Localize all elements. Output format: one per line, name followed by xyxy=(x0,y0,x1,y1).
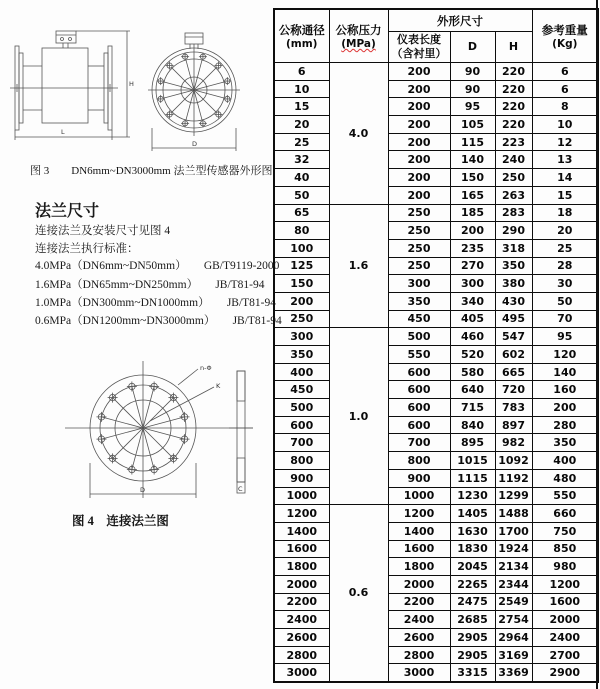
table-row xyxy=(274,646,598,664)
table-row xyxy=(274,116,598,134)
weight-cell: 280 xyxy=(532,416,598,434)
d-cell: 90 xyxy=(450,80,495,98)
dn-cell: 15 xyxy=(274,98,329,116)
table-row xyxy=(274,239,598,257)
standard-line: 0.6MPa（DN1200mm~DN3000mm） JB/T81-94 xyxy=(35,315,282,327)
h-cell: 1700 xyxy=(495,522,532,540)
h-cell: 2344 xyxy=(495,575,532,593)
length-cell: 2400 xyxy=(388,611,450,629)
length-cell: 2200 xyxy=(388,593,450,611)
d-cell: 200 xyxy=(450,222,495,240)
length-cell: 1400 xyxy=(388,522,450,540)
header-dn: 公称通径 (mm) xyxy=(274,9,329,63)
d-cell: 150 xyxy=(450,169,495,187)
h-cell: 602 xyxy=(495,346,532,364)
figure4-flange-drawing xyxy=(30,343,265,511)
weight-cell: 8 xyxy=(532,98,598,116)
weight-cell: 20 xyxy=(532,222,598,240)
dn-cell: 125 xyxy=(274,257,329,275)
dn-cell: 300 xyxy=(274,328,329,346)
d-cell: 1230 xyxy=(450,487,495,505)
d-cell: 895 xyxy=(450,434,495,452)
table-row xyxy=(274,346,598,364)
h-cell: 1192 xyxy=(495,469,532,487)
pressure-cell: 4.0 xyxy=(329,63,388,205)
figure3-sensor-drawing xyxy=(8,20,266,158)
dn-cell: 3000 xyxy=(274,664,329,682)
d-cell: 95 xyxy=(450,98,495,116)
table-row xyxy=(274,487,598,505)
length-cell: 3000 xyxy=(388,664,450,682)
table-row xyxy=(274,593,598,611)
weight-cell: 2400 xyxy=(532,629,598,647)
h-cell: 380 xyxy=(495,275,532,293)
dn-cell: 700 xyxy=(274,434,329,452)
d-cell: 2475 xyxy=(450,593,495,611)
length-cell: 200 xyxy=(388,133,450,151)
length-cell: 250 xyxy=(388,204,450,222)
h-cell: 982 xyxy=(495,434,532,452)
weight-cell: 12 xyxy=(532,133,598,151)
length-cell: 200 xyxy=(388,186,450,204)
dn-cell: 6 xyxy=(274,63,329,81)
length-cell: 200 xyxy=(388,98,450,116)
d-cell: 115 xyxy=(450,133,495,151)
table-row xyxy=(274,611,598,629)
dn-cell: 20 xyxy=(274,116,329,134)
length-cell: 250 xyxy=(388,257,450,275)
length-cell: 200 xyxy=(388,63,450,81)
d-cell: 300 xyxy=(450,275,495,293)
weight-cell: 18 xyxy=(532,204,598,222)
length-cell: 600 xyxy=(388,416,450,434)
dim-label-L: L xyxy=(61,128,65,136)
pressure-cell: 1.6 xyxy=(329,204,388,328)
d-cell: 185 xyxy=(450,204,495,222)
length-cell: 200 xyxy=(388,80,450,98)
h-cell: 1488 xyxy=(495,505,532,523)
dn-cell: 1600 xyxy=(274,540,329,558)
h-cell: 897 xyxy=(495,416,532,434)
weight-cell: 15 xyxy=(532,186,598,204)
weight-cell: 6 xyxy=(532,80,598,98)
d-cell: 405 xyxy=(450,310,495,328)
d-cell: 1830 xyxy=(450,540,495,558)
d-cell: 2905 xyxy=(450,629,495,647)
dn-cell: 350 xyxy=(274,346,329,364)
table-row xyxy=(274,452,598,470)
d-cell: 270 xyxy=(450,257,495,275)
length-cell: 450 xyxy=(388,310,450,328)
h-cell: 2549 xyxy=(495,593,532,611)
d-cell: 640 xyxy=(450,381,495,399)
d-cell: 235 xyxy=(450,239,495,257)
d-cell: 460 xyxy=(450,328,495,346)
weight-cell: 980 xyxy=(532,558,598,576)
table-row xyxy=(274,575,598,593)
length-cell: 600 xyxy=(388,363,450,381)
table-row xyxy=(274,328,598,346)
h-cell: 2964 xyxy=(495,629,532,647)
d-cell: 2685 xyxy=(450,611,495,629)
label-K: K xyxy=(216,382,221,390)
h-cell: 1092 xyxy=(495,452,532,470)
table-row xyxy=(274,80,598,98)
weight-cell: 850 xyxy=(532,540,598,558)
h-cell: 220 xyxy=(495,98,532,116)
weight-cell: 400 xyxy=(532,452,598,470)
weight-cell: 660 xyxy=(532,505,598,523)
h-cell: 350 xyxy=(495,257,532,275)
d-cell: 2045 xyxy=(450,558,495,576)
dn-cell: 600 xyxy=(274,416,329,434)
figure4-caption: 图 4 连接法兰图 xyxy=(72,514,169,528)
weight-cell: 350 xyxy=(532,434,598,452)
weight-cell: 480 xyxy=(532,469,598,487)
length-cell: 1000 xyxy=(388,487,450,505)
table-row xyxy=(274,558,598,576)
dn-cell: 200 xyxy=(274,292,329,310)
dn-cell: 2800 xyxy=(274,646,329,664)
weight-cell: 13 xyxy=(532,151,598,169)
length-cell: 1600 xyxy=(388,540,450,558)
weight-cell: 750 xyxy=(532,522,598,540)
label-n-phi: n-Φ xyxy=(200,364,212,372)
d-cell: 140 xyxy=(450,151,495,169)
dn-cell: 2600 xyxy=(274,629,329,647)
length-cell: 300 xyxy=(388,275,450,293)
dn-cell: 1000 xyxy=(274,487,329,505)
flange-size-heading: 法兰尺寸 xyxy=(35,203,100,220)
weight-cell: 200 xyxy=(532,399,598,417)
standard-line: 4.0MPa（DN6mm~DN50mm） GB/T9119-2000 xyxy=(35,260,280,272)
dn-cell: 10 xyxy=(274,80,329,98)
d-cell: 90 xyxy=(450,63,495,81)
flange-spec-table xyxy=(273,8,599,683)
weight-cell: 30 xyxy=(532,275,598,293)
d-cell: 1630 xyxy=(450,522,495,540)
dn-cell: 450 xyxy=(274,381,329,399)
dn-cell: 2400 xyxy=(274,611,329,629)
weight-cell: 1600 xyxy=(532,593,598,611)
dim-label-H: H xyxy=(129,80,134,88)
h-cell: 263 xyxy=(495,186,532,204)
length-cell: 800 xyxy=(388,452,450,470)
flange-text-line1: 连接法兰及安装尺寸见图 4 xyxy=(35,225,171,237)
dn-cell: 100 xyxy=(274,239,329,257)
dn-cell: 32 xyxy=(274,151,329,169)
table-row xyxy=(274,469,598,487)
pressure-cell: 1.0 xyxy=(329,328,388,505)
h-cell: 250 xyxy=(495,169,532,187)
h-cell: 1924 xyxy=(495,540,532,558)
d-cell: 3315 xyxy=(450,664,495,682)
table-row xyxy=(274,399,598,417)
length-cell: 1200 xyxy=(388,505,450,523)
table-row xyxy=(274,416,598,434)
length-cell: 200 xyxy=(388,116,450,134)
header-D: D xyxy=(450,32,495,63)
weight-cell: 2900 xyxy=(532,664,598,682)
table-row xyxy=(274,310,598,328)
h-cell: 495 xyxy=(495,310,532,328)
header-meter-length: 仪表长度 （含衬里） xyxy=(388,32,450,63)
length-cell: 200 xyxy=(388,169,450,187)
d-cell: 1115 xyxy=(450,469,495,487)
h-cell: 290 xyxy=(495,222,532,240)
weight-cell: 550 xyxy=(532,487,598,505)
dn-cell: 2000 xyxy=(274,575,329,593)
dn-cell: 1400 xyxy=(274,522,329,540)
table-row xyxy=(274,186,598,204)
table-row xyxy=(274,505,598,523)
dim-label-C: C xyxy=(238,485,243,493)
header-pressure: 公称压力 (MPa) xyxy=(329,9,388,63)
table-row xyxy=(274,133,598,151)
h-cell: 2754 xyxy=(495,611,532,629)
d-cell: 840 xyxy=(450,416,495,434)
weight-cell: 140 xyxy=(532,363,598,381)
dn-cell: 900 xyxy=(274,469,329,487)
weight-cell: 160 xyxy=(532,381,598,399)
h-cell: 220 xyxy=(495,116,532,134)
weight-cell: 70 xyxy=(532,310,598,328)
figure3-caption: 图 3 DN6mm~DN3000mm 法兰型传感器外形图 xyxy=(30,165,273,177)
d-cell: 105 xyxy=(450,116,495,134)
d-cell: 1015 xyxy=(450,452,495,470)
header-dimensions: 外形尺寸 xyxy=(388,9,532,32)
dn-cell: 250 xyxy=(274,310,329,328)
length-cell: 600 xyxy=(388,399,450,417)
d-cell: 715 xyxy=(450,399,495,417)
h-cell: 223 xyxy=(495,133,532,151)
header-weight: 参考重量 (Kg) xyxy=(532,9,598,63)
table-row xyxy=(274,434,598,452)
dn-cell: 50 xyxy=(274,186,329,204)
table-row xyxy=(274,664,598,682)
h-cell: 3169 xyxy=(495,646,532,664)
weight-cell: 1200 xyxy=(532,575,598,593)
table-row xyxy=(274,363,598,381)
dn-cell: 40 xyxy=(274,169,329,187)
d-cell: 165 xyxy=(450,186,495,204)
d-cell: 340 xyxy=(450,292,495,310)
weight-cell: 28 xyxy=(532,257,598,275)
table-row xyxy=(274,257,598,275)
d-cell: 2265 xyxy=(450,575,495,593)
dn-cell: 150 xyxy=(274,275,329,293)
weight-cell: 2700 xyxy=(532,646,598,664)
dn-cell: 1200 xyxy=(274,505,329,523)
table-row xyxy=(274,98,598,116)
h-cell: 547 xyxy=(495,328,532,346)
weight-cell: 2000 xyxy=(532,611,598,629)
weight-cell: 14 xyxy=(532,169,598,187)
weight-cell: 95 xyxy=(532,328,598,346)
weight-cell: 50 xyxy=(532,292,598,310)
length-cell: 2600 xyxy=(388,629,450,647)
dn-cell: 1800 xyxy=(274,558,329,576)
d-cell: 520 xyxy=(450,346,495,364)
header-H: H xyxy=(495,32,532,63)
dn-cell: 25 xyxy=(274,133,329,151)
h-cell: 783 xyxy=(495,399,532,417)
table-row xyxy=(274,275,598,293)
h-cell: 1299 xyxy=(495,487,532,505)
h-cell: 430 xyxy=(495,292,532,310)
dn-cell: 400 xyxy=(274,363,329,381)
table-row xyxy=(274,169,598,187)
dn-cell: 500 xyxy=(274,399,329,417)
standard-line: 1.6MPa（DN65mm~DN250mm） JB/T81-94 xyxy=(35,279,265,291)
length-cell: 2000 xyxy=(388,575,450,593)
page-edge-line xyxy=(596,0,598,689)
flange-text-line2: 连接法兰执行标准： xyxy=(35,243,139,255)
h-cell: 220 xyxy=(495,63,532,81)
length-cell: 900 xyxy=(388,469,450,487)
table-row xyxy=(274,292,598,310)
h-cell: 3369 xyxy=(495,664,532,682)
h-cell: 720 xyxy=(495,381,532,399)
table-row xyxy=(274,629,598,647)
length-cell: 350 xyxy=(388,292,450,310)
dn-cell: 80 xyxy=(274,222,329,240)
h-cell: 318 xyxy=(495,239,532,257)
length-cell: 600 xyxy=(388,381,450,399)
pressure-cell: 0.6 xyxy=(329,505,388,682)
weight-cell: 6 xyxy=(532,63,598,81)
h-cell: 2134 xyxy=(495,558,532,576)
length-cell: 250 xyxy=(388,239,450,257)
weight-cell: 25 xyxy=(532,239,598,257)
dim-label-D-front: D xyxy=(192,140,198,148)
dn-cell: 2200 xyxy=(274,593,329,611)
table-row xyxy=(274,522,598,540)
dn-cell: 800 xyxy=(274,452,329,470)
length-cell: 1800 xyxy=(388,558,450,576)
table-row xyxy=(274,381,598,399)
dim-label-D-flange: D xyxy=(140,486,146,494)
d-cell: 580 xyxy=(450,363,495,381)
length-cell: 2800 xyxy=(388,646,450,664)
h-cell: 240 xyxy=(495,151,532,169)
table-row xyxy=(274,222,598,240)
weight-cell: 10 xyxy=(532,116,598,134)
h-cell: 665 xyxy=(495,363,532,381)
h-cell: 220 xyxy=(495,80,532,98)
table-row xyxy=(274,63,598,81)
length-cell: 200 xyxy=(388,151,450,169)
length-cell: 700 xyxy=(388,434,450,452)
d-cell: 2905 xyxy=(450,646,495,664)
length-cell: 550 xyxy=(388,346,450,364)
length-cell: 500 xyxy=(388,328,450,346)
table-row xyxy=(274,540,598,558)
dn-cell: 65 xyxy=(274,204,329,222)
table-row xyxy=(274,204,598,222)
h-cell: 283 xyxy=(495,204,532,222)
standard-line: 1.0MPa（DN300mm~DN1000mm） JB/T81-94 xyxy=(35,297,277,309)
table-row xyxy=(274,151,598,169)
weight-cell: 120 xyxy=(532,346,598,364)
d-cell: 1405 xyxy=(450,505,495,523)
length-cell: 250 xyxy=(388,222,450,240)
